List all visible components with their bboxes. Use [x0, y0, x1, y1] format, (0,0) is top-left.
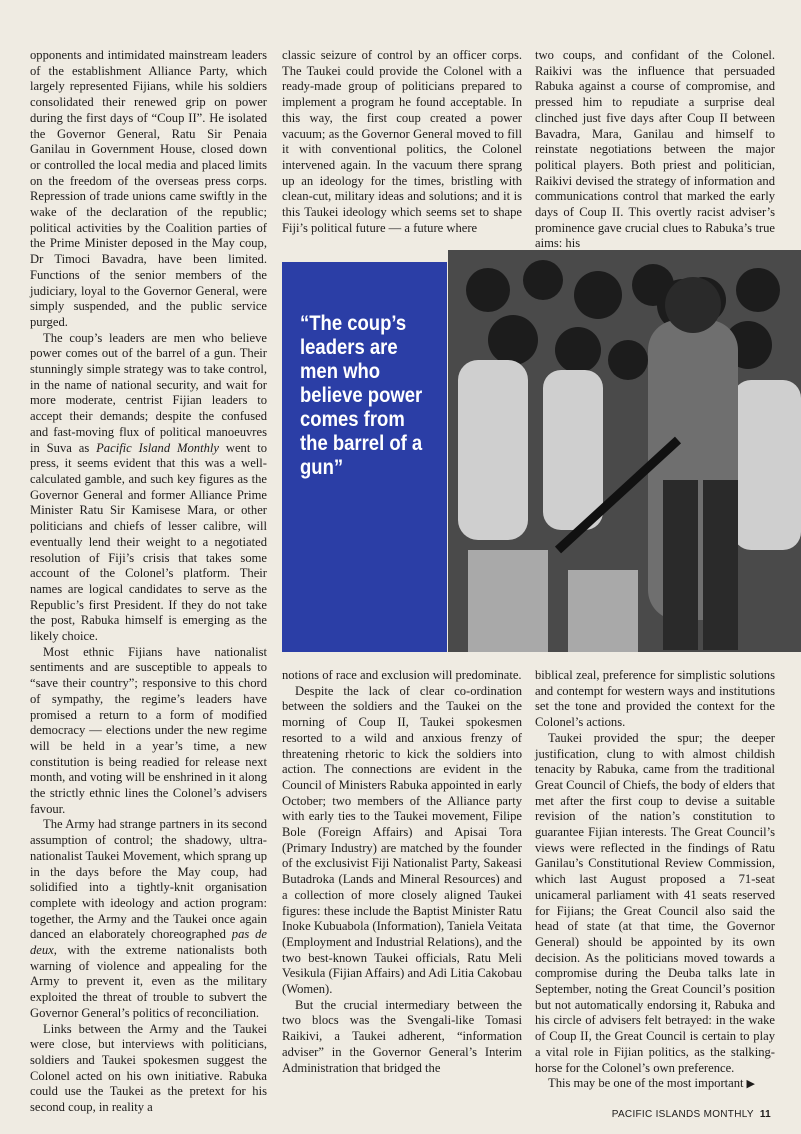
- continue-arrow-icon: ▶: [746, 1078, 755, 1091]
- body-paragraph: The Army had strange partners in its second assumption of control; the shadowy, ultra-nationalist Taukei Movement, which sprang up in the days before the May coup, had solidified into a tightly-knit organisation complete with ideology and action program: together, the Army and the Taukei once again danced an elaborately choreographed pas de deux, with the extreme nationalists both warning of violence and appealing for the Army to prevent it, even as the military exploited the threat of trouble to subvert the Governor General’s politics of reconciliation.: [30, 817, 268, 1020]
- italic-phrase: pas de deux: [30, 927, 268, 958]
- column-3-top: [535, 48, 775, 250]
- magazine-title-italic: Pacific Island Monthly: [96, 440, 219, 455]
- photo-illustration: [448, 250, 801, 652]
- body-paragraph: The coup’s leaders are men who believe power comes out of the barrel of a gun. Their stunningly simple strategy was to take control, in the name of national security, and wait for more moderate, centrist Fijian leaders to accept their demands; despite the confused and fast-moving flux of political manoeuvres in Suva as Pacific Island Monthly went to press, it seems evident that this was a well-calculated gamble, and such key figures as the Governor General and former Alliance Prime Minister Ratu Sir Kamisese Mara, or other politicians and chiefs of lesser calibre, will eventually lend their weight to a negotiated resolution of Fiji’s crisis that takes some account of the Colonel’s platform. Their names are logical candidates to serve as the Republic’s first President. If they do not take the post, Rabuka himself is emerging as the likely choice.: [30, 330, 268, 644]
- pull-quote-box: [282, 262, 447, 652]
- body-paragraph: notions of race and exclusion will predominate.: [282, 668, 522, 682]
- column-2-top: [282, 48, 522, 250]
- body-paragraph: Despite the lack of clear co-ordination between the soldiers and the Taukei on the morning of Coup II, Taukei spokesmen resorted to a wild and anxious frenzy of threatening rhetoric to kick the soldiers into action. The connections are evident in the Council of Ministers Rabuka appointed in early October; two members of the Alliance party with early ties to the Taukei movement, Filipe Bole (Foreign Affairs) and Apisai Tora (Primary Industry) are matched by the founder of the exclusivist Fiji Nationalist Party, Sakeasi Butadroka (Lands and Mineral Resources) and a collection of more closely aligned Taukei figures: these include the Baptist Minister Ratu Inoke Kubuabola (Information), Taniela Veitata (Employment and Industrial Relations), and the two best-known Taukei officials, Ratu Meli Vesikula (Fijian Affairs) and Adi Litia Cakobau (Women).: [282, 683, 522, 997]
- body-paragraph: biblical zeal, preference for simplistic solutions and contempt for western ways and institutions set the tone and provided the context for the Colonel’s actions.: [535, 668, 775, 730]
- body-paragraph: classic seizure of control by an officer corps. The Taukei could provide the Colonel with a ready-made group of politicians prepared to implement a program he found acceptable. In this way, the first coup created a power vacuum; as the Governor General moved to fill it with conventional politics, the Colonel intervened again. In the vacuum there sprang up an ideology for the times, bristling with clean-cut, military ideas and solutions; and it is this Taukei ideology which seems set to shape Fiji’s political future — a future where: [282, 48, 522, 235]
- pull-quote: “The coup’s leaders are men who believe power comes from the barrel of a gun”: [300, 312, 423, 479]
- column-3-bottom: [535, 668, 775, 1100]
- publication-name: PACIFIC ISLANDS MONTHLY: [611, 1109, 754, 1120]
- body-paragraph: Taukei provided the spur; the deeper justification, clung to with almost childish tenacity by Rabuka, came from the traditional Great Council of Chiefs, the body of elders that met after the first coup to devise a suitable revision of the nation’s constitution to guarantee Fijian interests. The Great Council’s views were reflected in the findings of Ratu Ganilau’s Constitutional Review Commission, which last August proposed a 71-seat unicameral parliament with 41 seats reserved for Fijians; the Great Council also said the head of state (at that time, the Governor General) should be appointed by its own decision. As the politicians moved towards a compromise during the Deuba talks late in September, noting the Great Council’s position but not automatically endorsing it, Rabuka and his circle of advisers felt betrayed: in the wake of Coup II, the Great Council is certain to play a vital role in Fijian politics, as the stalking-horse for the Colonel’s own preference.: [535, 730, 775, 1075]
- body-paragraph: But the crucial intermediary between the two blocs was the Svengali-like Tomasi Raikivi, a Taukei adherent, “information adviser” in the Governor General’s Interim Administration that bridged the: [282, 997, 522, 1075]
- page-footer: [612, 1109, 771, 1120]
- column-2-bottom: [282, 668, 522, 1100]
- body-paragraph: opponents and intimidated mainstream leaders of the establishment Alliance Party, which largely represented Fijians, while his soldiers consolidated their renewed grip on power during the first days of “Coup II”. He isolated the Governor General, Ratu Sir Penaia Ganilau in Government House, closed down or controlled the local media and placed limits on the freedom of the overseas press corps. Repression of trade unions came swiftly in the wake of the declaration of the republic; political activities by the Coalition parties of the Prime Minister deposed in the May coup, Dr Timoci Bavadra, have been limited. Functions of the senior members of the judiciary, loyal to the Governor General, were simply suspended, and the public service purged.: [30, 48, 267, 329]
- body-paragraph: Links between the Army and the Taukei were close, but interviews with politicians, soldiers and Taukei spokesmen suggest the Colonel acted on his own initiative. Rabuka could use the Taukei as the pretext for his second coup, in reality a: [30, 1021, 267, 1115]
- page-number: 11: [759, 1109, 771, 1120]
- column-1: [30, 48, 268, 1115]
- body-paragraph: two coups, and confidant of the Colonel. Raikivi was the influence that persuaded Rabuka against a course of compromise, and pressed him to repudiate a surprise deal clinched just five days after Coup II between Bavadra, Mara, Ganilau and himself to reinstate negotiations between the major political players. Both priest and politician, Raikivi devised the strategy of information and communications control that marked the early days of Coup II. This overtly racist adviser’s prominence gave crucial clues to Rabuka’s true aims: his: [535, 48, 775, 251]
- body-paragraph: Most ethnic Fijians have nationalist sentiments and are susceptible to appeals to “save their country”; responsive to this chord of sympathy, the regime’s leaders have promised a return to a form of modified democracy — elections under the new regime will be held in a year’s time, a new constitution is being readied for release next month, and voting will be enshrined in it along the strictly ethnic lines the Colonel’s advisers favour.: [30, 644, 267, 816]
- body-paragraph: This may be one of the most important ▶: [548, 1076, 755, 1091]
- crowd-photo: [448, 250, 801, 652]
